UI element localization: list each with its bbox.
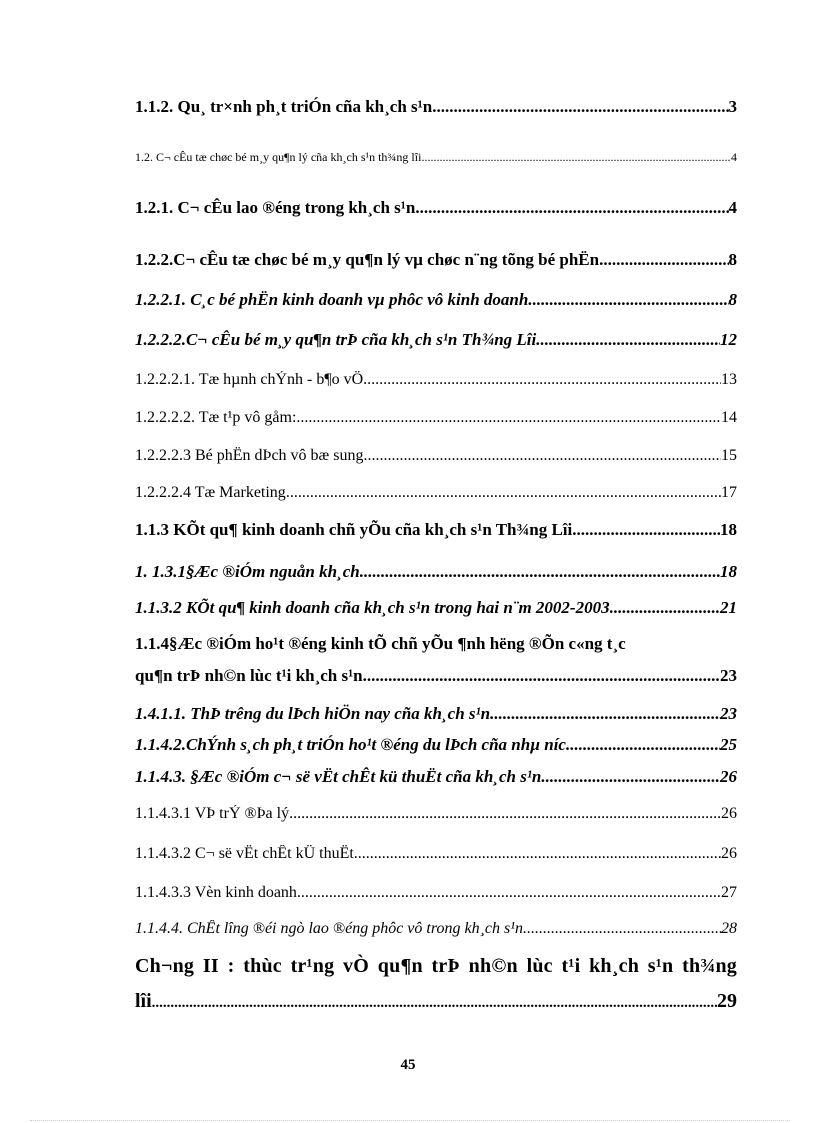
- toc-entry[interactable]: [135, 920, 737, 938]
- toc-entry[interactable]: [135, 884, 737, 902]
- chapter-entry[interactable]: [135, 990, 737, 1013]
- toc-entry-title: 1.1.4.4. ChÊt lîng ®éi ngò lao ®éng phôc vô trong kh¸ch s¹n: [135, 920, 524, 937]
- toc-entry-page: 14: [721, 409, 737, 426]
- toc-entry[interactable]: [135, 447, 737, 465]
- toc-entry-title: 1.1.4.3. §Æc ®iÓm c¬ së vËt chÊt kü thuËt cña kh¸ch s¹n: [135, 767, 542, 786]
- toc-entry-title: 1.1.4.3.3 Vèn kinh doanh: [135, 884, 297, 901]
- toc-entry[interactable]: [135, 97, 737, 117]
- toc-entry[interactable]: [135, 250, 737, 270]
- toc-entry-page: 26: [721, 805, 737, 822]
- page-number: 45: [400, 1057, 416, 1073]
- toc-entry-title: 1.1.3 KÕt qu¶ kinh doanh chñ yÕu cña kh¸ch s¹n Th¾ng Lîi: [135, 520, 573, 539]
- toc-entry-title: 1.2.2.1. C¸c bé phËn kinh doanh vµ phôc vô kinh doanh: [135, 290, 529, 309]
- toc-entry-title: 1.4.1.1. ThÞ trêng du lÞch hiÖn nay cña kh¸ch s¹n: [135, 704, 491, 723]
- toc-entry-page: 13: [721, 371, 737, 388]
- toc-entry[interactable]: [135, 150, 737, 165]
- toc-entry-title: qu¶n trÞ nh©n lùc t¹i kh¸ch s¹n: [135, 666, 363, 685]
- toc-entry-title: 1.2.2.2.1. Tæ hµnh chÝnh - b¶o vÖ: [135, 371, 364, 388]
- toc-entry-page: 28: [721, 920, 737, 937]
- toc-entry-title: 1.1.4.2.ChÝnh s¸ch ph¸t triÓn ho¹t ®éng du lÞch cña nhµ níc: [135, 735, 566, 754]
- toc-entry[interactable]: [135, 409, 737, 427]
- toc-entry-page: 12: [720, 330, 737, 349]
- toc-entry[interactable]: [135, 371, 737, 389]
- toc-entry[interactable]: [135, 520, 737, 540]
- toc-entry-page: 8: [728, 290, 737, 309]
- toc-entry-page: 26: [720, 767, 737, 786]
- toc-entry-page: 23: [720, 666, 737, 685]
- toc-entry-title: 1.2. C¬ cÊu tæ chøc bé m¸y qu¶n lý cña kh¸ch s¹n th¾ng lîi: [135, 150, 422, 164]
- toc-entry-title: 1.1.2. Qu¸ tr×nh ph¸t triÓn cña kh¸ch s¹n: [135, 97, 433, 116]
- toc-entry-page: 23: [720, 704, 737, 723]
- toc-entry-page: 18: [720, 520, 737, 539]
- chapter-page: 29: [717, 990, 737, 1012]
- chapter-heading-line2: lîi: [135, 990, 152, 1012]
- toc-entry-line1: 1.1.4§Æc ®iÓm ho¹t ®éng kinh tÕ chñ yÕu ¶nh hëng ®Õn c«ng t¸c: [135, 634, 626, 653]
- toc-entry-title: 1.2.2.2.4 Tæ Marketing: [135, 484, 286, 501]
- toc-entry-page: 25: [720, 735, 737, 754]
- toc-entry[interactable]: [135, 198, 737, 218]
- toc-entry[interactable]: [135, 330, 737, 350]
- toc-entry-page: 17: [721, 484, 737, 501]
- toc-entry[interactable]: [135, 845, 737, 863]
- toc-entry[interactable]: [135, 290, 737, 310]
- toc-entry-page: 21: [720, 598, 737, 617]
- toc-entry-page: 3: [728, 97, 737, 116]
- toc-entry-page: 4: [731, 150, 737, 164]
- toc-entry[interactable]: [135, 598, 737, 618]
- toc-entry-page: 4: [728, 198, 737, 217]
- toc-entry-title: 1.2.2.2.3 Bé phËn dÞch vô bæ sung.: [135, 447, 368, 464]
- toc-entry-title: 1.1.4.3.2 C¬ së vËt chÊt kÜ thuËt: [135, 845, 354, 862]
- toc-entry[interactable]: [135, 484, 737, 502]
- toc-entry[interactable]: [135, 704, 737, 724]
- toc-entry-title: 1.2.2.2.2. Tæ t¹p vô gåm:: [135, 409, 297, 426]
- toc-entry-page: 27: [721, 884, 737, 901]
- toc-entry-title: 1. 1.3.1§Æc ®iÓm nguån kh¸ch: [135, 562, 360, 581]
- toc-entry[interactable]: [135, 666, 737, 686]
- toc-entry-page: 15: [721, 447, 737, 464]
- toc-entry-page: 26: [721, 845, 737, 862]
- toc-entry-title: 1.1.3.2 KÕt qu¶ kinh doanh cña kh¸ch s¹n trong hai n¨m 2002-2003: [135, 598, 610, 617]
- chapter-heading-line1: Ch¬ng II : thùc tr¹ng vÒ qu¶n trÞ nh©n lùc t¹i kh¸ch s¹n th¾ng: [135, 955, 737, 977]
- toc-entry[interactable]: [135, 805, 737, 823]
- page-bottom-divider: [30, 1120, 790, 1121]
- toc-entry[interactable]: [135, 735, 737, 755]
- toc-entry-title: 1.2.1. C¬ cÊu lao ®éng trong kh¸ch s¹n: [135, 198, 416, 217]
- toc-entry-title: 1.2.2.C¬ cÊu tæ chøc bé m¸y qu¶n lý vµ chøc n¨ng tõng bé phËn: [135, 250, 600, 269]
- toc-entry-title: 1.2.2.2.C¬ cÊu bé m¸y qu¶n trÞ cña kh¸ch s¹n Th¾ng Lîi: [135, 330, 537, 349]
- toc-entry[interactable]: [135, 767, 737, 787]
- toc-entry-page: 8: [728, 250, 737, 269]
- toc-entry[interactable]: [135, 562, 737, 582]
- toc-entry-page: 18: [720, 562, 737, 581]
- toc-entry-title: 1.1.4.3.1 VÞ trÝ ®Þa lý: [135, 805, 290, 822]
